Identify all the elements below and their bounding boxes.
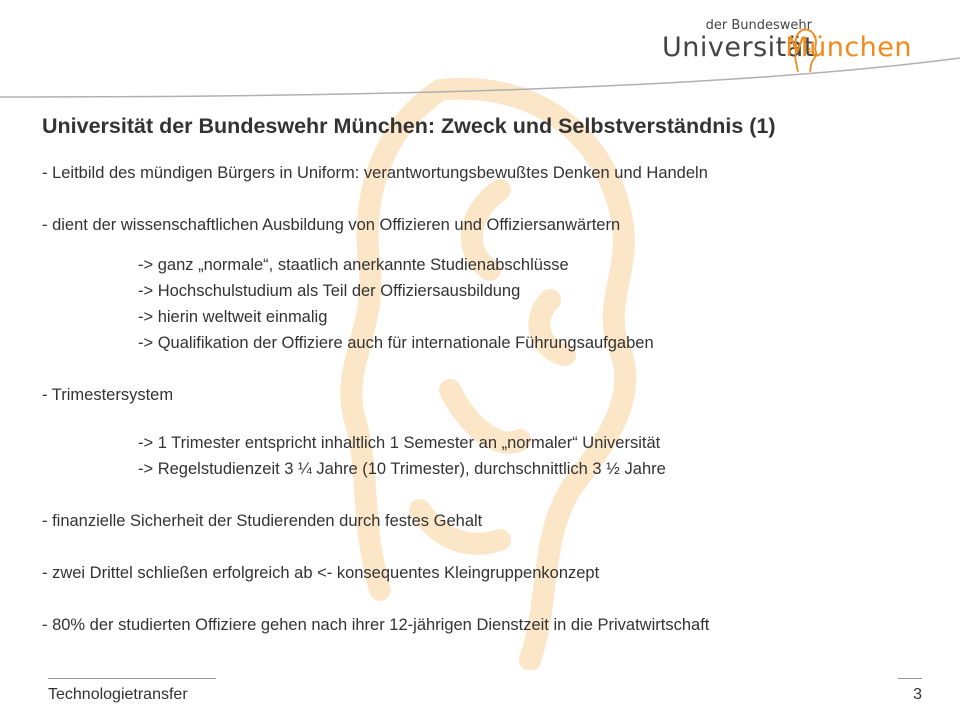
slide-content	[42, 106, 932, 638]
logo-city-text: München	[785, 32, 912, 63]
sub-bullet-abschluesse: -> ganz „normale“, staatlich anerkannte Studienabschlüsse	[138, 256, 569, 274]
bullet-trimestersystem: - Trimestersystem	[42, 386, 174, 404]
sub-bullet-hochschulstudium: -> Hochschulstudium als Teil der Offiziersausbildung	[138, 282, 521, 300]
footer-label: Technologietransfer	[48, 686, 188, 703]
footer-divider-left	[48, 678, 216, 679]
bullet-privatwirtschaft: - 80% der studierten Offiziere gehen nach ihrer 12-jährigen Dienstzeit in die Privatwirtschaft	[42, 616, 710, 634]
sub-bullet-einmalig: -> hierin weltweit einmalig	[138, 308, 328, 326]
page-number: 3	[913, 686, 922, 703]
sub-bullet-trimester: -> 1 Trimester entspricht inhaltlich 1 Semester an „normaler“ Universität	[138, 434, 661, 452]
slide-title: Universität der Bundeswehr München: Zweck und Selbstverständnis (1)	[42, 114, 776, 138]
university-logo	[662, 18, 912, 88]
sub-bullet-qualifikation: -> Qualifikation der Offiziere auch für internationale Führungsaufgaben	[138, 334, 654, 352]
logo-university-text: Universität	[662, 32, 815, 63]
bullet-ausbildung: - dient der wissenschaftlichen Ausbildung von Offizieren und Offiziersanwärtern	[42, 216, 621, 234]
sub-bullet-regelstudienzeit: -> Regelstudienzeit 3 ¼ Jahre (10 Trimester), durchschnittlich 3 ½ Jahre	[138, 460, 666, 478]
logo-subtitle: der Bundeswehr	[705, 18, 812, 33]
bullet-kleingruppenkonzept: - zwei Drittel schließen erfolgreich ab <- konsequentes Kleingruppenkonzept	[42, 564, 600, 582]
bullet-finanzielle-sicherheit: - finanzielle Sicherheit der Studierenden durch festes Gehalt	[42, 512, 483, 530]
bullet-leitbild: - Leitbild des mündigen Bürgers in Uniform: verantwortungsbewußtes Denken und Handeln	[42, 164, 708, 182]
footer-divider-right	[898, 678, 922, 679]
